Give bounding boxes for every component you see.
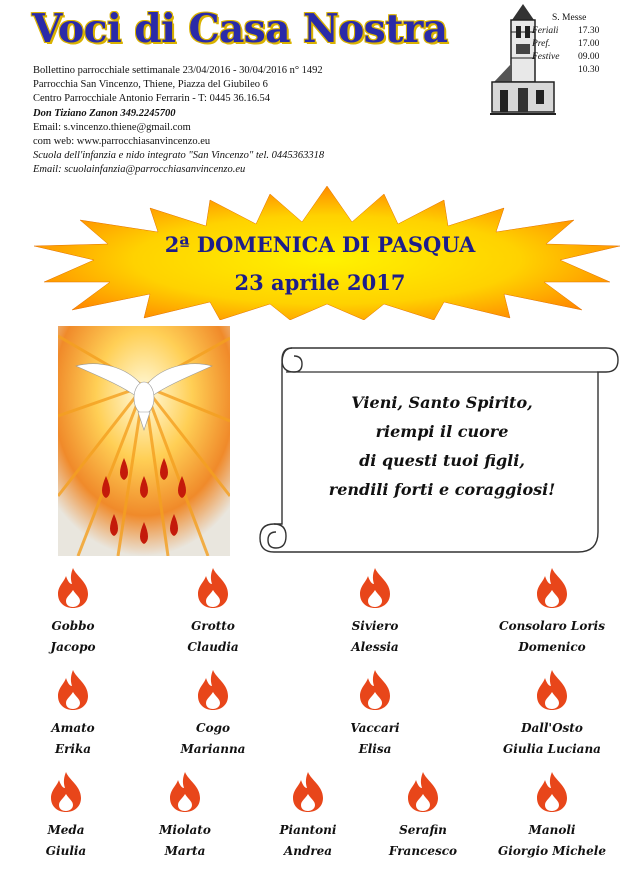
flame-icon — [535, 670, 569, 710]
child-entry — [3, 670, 143, 760]
mass-row-festive-2: 10.30 — [578, 65, 600, 75]
child-entry — [143, 568, 283, 658]
child-surname: Cogo — [196, 721, 230, 735]
parish-email[interactable]: Email: s.vincenzo.thiene@gmail.com — [33, 121, 191, 133]
prayer-text — [292, 388, 592, 504]
flame-icon — [168, 772, 202, 812]
parish-center-phone: Centro Parrocchiale Antonio Ferrarin - T: 0445 36.16.54 — [33, 93, 270, 105]
flame-icon — [56, 670, 90, 710]
child-name: Giulia — [45, 844, 87, 858]
child-name: Marianna — [180, 742, 246, 756]
child-surname: Piantoni — [279, 823, 337, 837]
child-name: Erika — [54, 742, 92, 756]
headline-date: 23 aprile 2017 — [234, 270, 406, 295]
flame-icon — [196, 670, 230, 710]
mass-row-pref: Pref. 17.00 — [532, 39, 600, 49]
child-name: Francesco — [388, 844, 458, 858]
parish-website[interactable]: com web: www.parrocchiasanvincenzo.eu — [33, 136, 211, 148]
school-email[interactable]: Email: scuolainfanzia@parrocchiasanvincenzo.eu — [33, 164, 246, 176]
parish-info — [33, 64, 324, 178]
child-surname: Meda — [47, 823, 85, 837]
child-surname: Dall'Osto — [521, 721, 583, 735]
child-name: Domenico — [518, 640, 586, 654]
child-name: Marta — [164, 844, 206, 858]
mass-row-feriali: Feriali 17.30 — [532, 26, 600, 36]
flame-icon — [535, 772, 569, 812]
child-entry — [143, 670, 283, 760]
bulletin-line: Bollettino parrocchiale settimanale 23/04/2016 - 30/04/2016 n° 1492 — [33, 65, 323, 76]
child-entry — [305, 568, 445, 658]
child-entry — [115, 772, 255, 862]
child-name: Giorgio Michele — [498, 844, 606, 858]
child-name: Alessia — [351, 640, 399, 654]
child-entry — [305, 670, 445, 760]
child-entry — [482, 772, 622, 862]
child-name: Elisa — [358, 742, 392, 756]
child-surname: Manoli — [528, 823, 576, 837]
child-surname: Serafin — [399, 823, 447, 837]
mass-row-festive: Festive 09.00 — [532, 52, 600, 62]
child-surname: Miolato — [159, 823, 211, 837]
parish-address: Parrocchia San Vincenzo, Thiene, Piazza del Giubileo 6 — [33, 79, 268, 91]
flame-icon — [406, 772, 440, 812]
holy-spirit-dove-image — [58, 326, 230, 556]
child-name: Andrea — [283, 844, 333, 858]
child-entry — [353, 772, 493, 862]
headline-sunday: 2ª DOMENICA DI PASQUA — [164, 232, 476, 257]
flame-icon — [196, 568, 230, 608]
child-surname: Gobbo — [51, 619, 95, 633]
child-entry — [482, 568, 622, 658]
prayer-line: riempi il cuore — [375, 422, 509, 441]
flame-icon — [291, 772, 325, 812]
child-name: Giulia Luciana — [503, 742, 601, 756]
child-surname: Siviero — [351, 619, 399, 633]
flame-icon — [49, 772, 83, 812]
prayer-line: Vieni, Santo Spirito, — [351, 393, 533, 412]
flame-icon — [358, 670, 392, 710]
child-surname: Grotto — [191, 619, 235, 633]
child-entry — [482, 670, 622, 760]
priest-contact: Don Tiziano Zanon 349.2245700 — [33, 107, 176, 119]
child-entry — [3, 568, 143, 658]
prayer-line: rendili forti e coraggiosi! — [328, 480, 556, 499]
child-name: Jacopo — [50, 640, 96, 654]
child-name: Claudia — [187, 640, 239, 654]
prayer-line: di questi tuoi figli, — [359, 451, 525, 470]
mass-title: S. Messe — [552, 13, 587, 23]
child-surname: Vaccari — [350, 721, 400, 735]
flame-icon — [535, 568, 569, 608]
masthead-title: Voci di Casa Nostra — [32, 6, 448, 52]
child-surname: Amato — [51, 721, 95, 735]
school-info: Scuola dell'infanzia e nido integrato "San Vincenzo" tel. 0445363318 — [33, 150, 325, 162]
flame-icon — [358, 568, 392, 608]
flame-icon — [56, 568, 90, 608]
child-surname: Consolaro Loris — [499, 619, 605, 633]
